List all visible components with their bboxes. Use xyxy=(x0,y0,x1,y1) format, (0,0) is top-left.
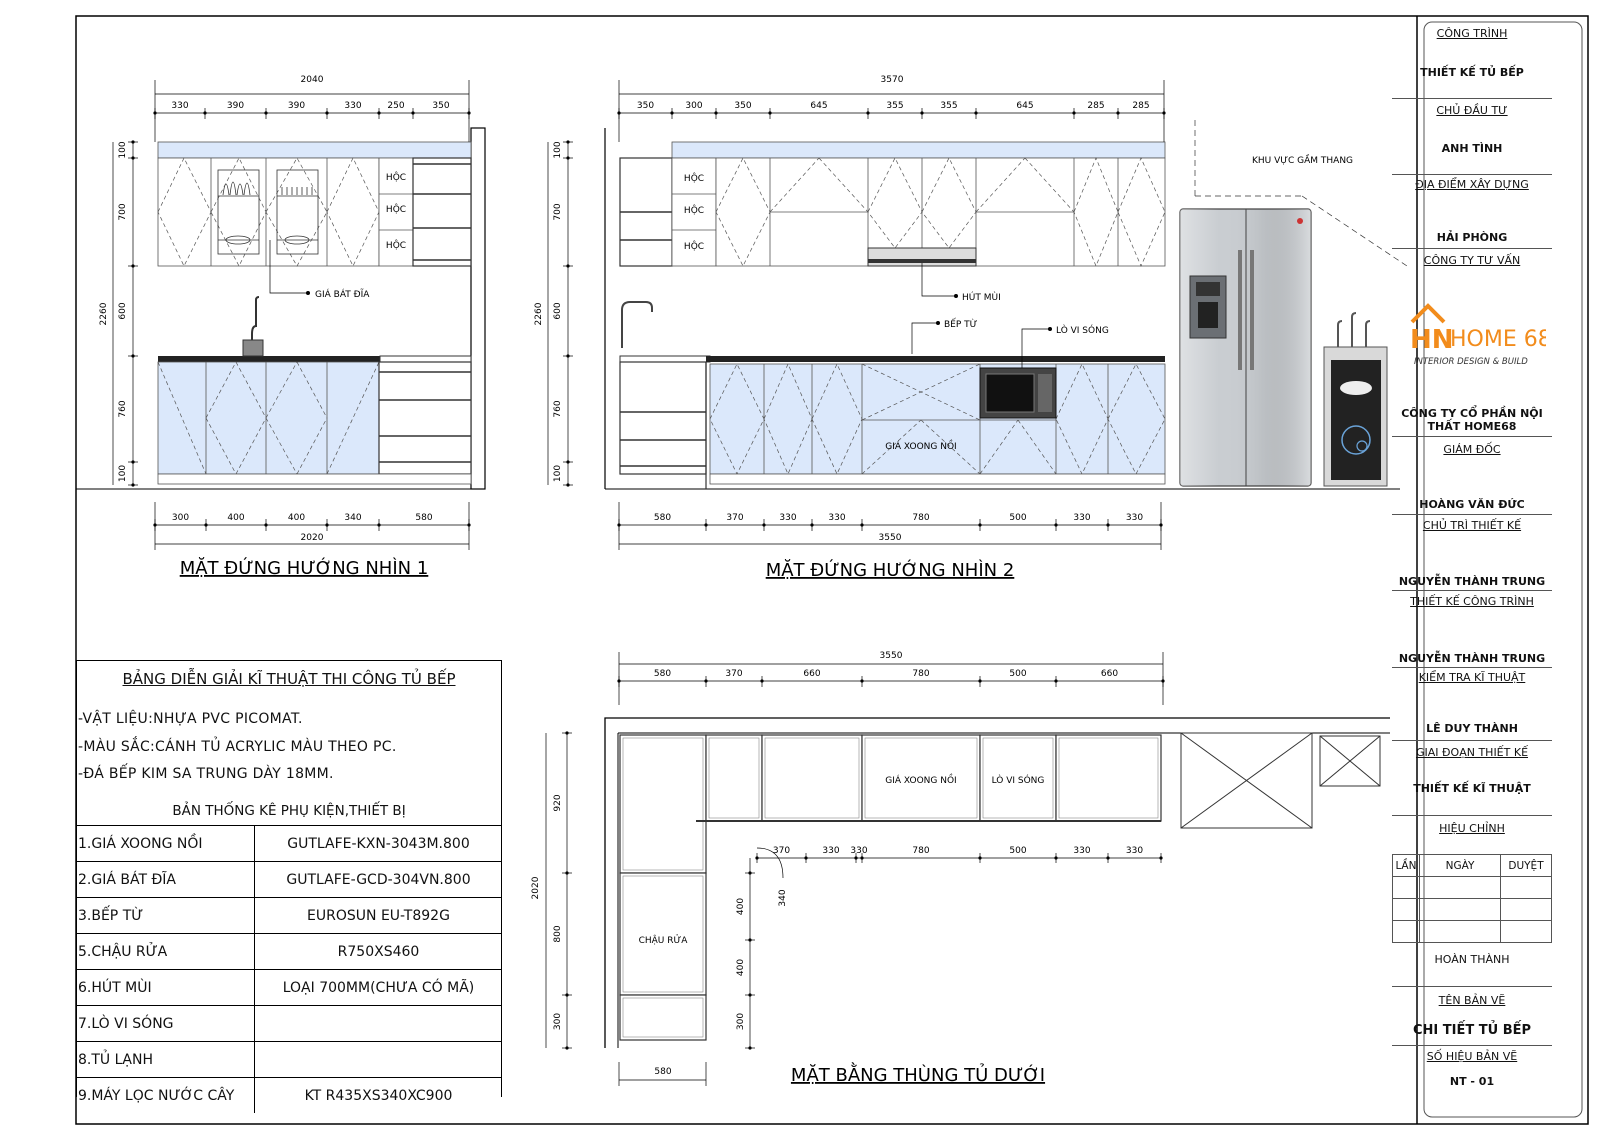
dim-text: 3550 xyxy=(879,651,903,661)
hut-mui-label: HÚT MÙI xyxy=(962,293,1001,303)
dim-text: 780 xyxy=(912,669,930,679)
dim-text: 330 xyxy=(344,101,362,111)
dim-text: 370 xyxy=(726,513,744,523)
dim-text: 390 xyxy=(287,101,306,111)
dim-text: 400 xyxy=(736,958,746,977)
hoc-label: HỘC xyxy=(385,205,407,215)
dim-text: 660 xyxy=(803,669,821,679)
dim-text: 340 xyxy=(344,513,362,523)
dim-text: 500 xyxy=(1009,513,1027,523)
notes-panel xyxy=(76,660,502,1104)
designer-name: NGUYỄN THÀNH TRUNG xyxy=(1398,652,1546,665)
dim-text: 350 xyxy=(636,101,655,111)
company-logo xyxy=(1406,302,1546,372)
dim-text: 700 xyxy=(553,203,563,221)
dim-chain xyxy=(755,846,1162,863)
accessory-code: GUTLAFE-KXN-3043M.800 xyxy=(255,826,503,862)
completion-label: HOÀN THÀNH xyxy=(1434,953,1510,966)
owner-name: ANH TÌNH xyxy=(1441,142,1503,155)
drawing-name-label: TÊN BẢN VẼ xyxy=(1438,994,1506,1007)
svg-text:HOME 68: HOME 68 xyxy=(1450,327,1546,352)
project-label: CÔNG TRÌNH xyxy=(1436,27,1508,40)
dim-text: 300 xyxy=(553,1012,563,1031)
dim-text: 330 xyxy=(1125,846,1144,856)
director-label: GIÁM ĐỐC xyxy=(1443,443,1501,456)
accessory-row xyxy=(76,1042,502,1078)
accessory-code: KT R435XS340XC900 xyxy=(255,1078,503,1114)
location-label: ĐỊA ĐIỂM XÂY DỰNG xyxy=(1415,178,1529,191)
location-name: HẢI PHÒNG xyxy=(1436,231,1508,244)
dim-text: 330 xyxy=(779,513,797,523)
rev-col-header: LẦN xyxy=(1393,855,1420,877)
accessory-subtitle: BẢN THỐNG KÊ PHỤ KIỆN,THIẾT BỊ xyxy=(172,803,406,819)
dim-text: 330 xyxy=(171,101,189,111)
plan-view xyxy=(531,651,1390,1086)
dim-chain xyxy=(118,140,138,486)
dim-text: 340 xyxy=(778,889,788,907)
dim-text: 920 xyxy=(553,794,563,812)
dim-text: 660 xyxy=(1100,669,1119,679)
dim-text: 285 xyxy=(1132,101,1150,111)
dim-text: 580 xyxy=(415,513,433,523)
accessory-name: 6.HÚT MÙI xyxy=(76,970,255,1006)
dim-text: 100 xyxy=(118,141,128,159)
phase-label: GIAI ĐOẠN THIẾT KẾ xyxy=(1415,746,1529,759)
hoc-label: HỘC xyxy=(683,242,705,252)
accessory-row xyxy=(76,898,502,934)
accessory-name: 5.CHẬU RỬA xyxy=(76,934,255,970)
revision-table xyxy=(1392,854,1552,943)
accessory-row xyxy=(76,826,502,862)
dim-text: 370 xyxy=(772,846,791,856)
accessory-row xyxy=(76,1078,502,1114)
director-name: HOÀNG VĂN ĐỨC xyxy=(1419,498,1525,511)
dim-text: 580 xyxy=(653,669,672,679)
accessory-name: 3.BẾP TỪ xyxy=(76,898,255,934)
checker-label: KIỂM TRA KĨ THUẬT xyxy=(1418,671,1526,684)
checker-name: LÊ DUY THÀNH xyxy=(1426,722,1518,735)
view-title: MẶT BẰNG THÙNG TỦ DƯỚI xyxy=(790,1065,1046,1086)
rev-col-header: NGÀY xyxy=(1420,855,1501,877)
dim-text: 100 xyxy=(118,464,128,483)
company-name: CÔNG TY CỔ PHẦN NỘI THẤT HOME68 xyxy=(1401,407,1543,433)
dim-text: 700 xyxy=(118,203,128,221)
accessory-row xyxy=(76,862,502,898)
consultant-label: CÔNG TY TƯ VẤN xyxy=(1423,254,1521,267)
hoc-label: HỘC xyxy=(683,174,705,184)
khu-vuc-label: KHU VỰC GẦM THANG xyxy=(1252,156,1354,166)
dim-chain xyxy=(153,101,470,119)
dim-text: 330 xyxy=(1073,846,1091,856)
dim-text: 600 xyxy=(118,302,128,320)
accessory-code: LOẠI 700MM(CHƯA CÓ MÃ) xyxy=(255,970,503,1006)
gia-bat-dia-label: GIÁ BÁT ĐĨA xyxy=(315,290,370,300)
project-name: THIẾT KẾ TỦ BẾP xyxy=(1420,66,1524,79)
accessory-code xyxy=(255,1042,503,1078)
dim-text: 250 xyxy=(387,101,405,111)
accessory-name: 9.MÁY LỌC NƯỚC CÂY xyxy=(76,1078,255,1114)
dim-chain xyxy=(153,513,470,531)
accessory-name: 1.GIÁ XOONG NỒI xyxy=(76,826,255,862)
drawing-name: CHI TIẾT TỦ BẾP xyxy=(1412,1023,1532,1038)
dim-text: 350 xyxy=(734,101,752,111)
dim-text: 300 xyxy=(685,101,703,111)
dim-text: 780 xyxy=(912,846,930,856)
lead-designer-label: CHỦ TRÌ THIẾT KẾ xyxy=(1422,519,1522,532)
accessory-name: 8.TỦ LẠNH xyxy=(76,1042,255,1078)
water-purifier xyxy=(1324,313,1387,486)
accessory-code: GUTLAFE-GCD-304VN.800 xyxy=(255,862,503,898)
elevation-view-2 xyxy=(534,75,1410,581)
note-line: -VẬT LIỆU:NHỰA PVC PICOMAT. xyxy=(78,711,303,727)
elevation-view-1 xyxy=(76,75,485,579)
dim-text: 2260 xyxy=(534,302,544,326)
dim-text: 760 xyxy=(553,400,563,418)
lead-designer-name: NGUYỄN THÀNH TRUNG xyxy=(1398,575,1546,588)
accessory-name: 7.LÒ VI SÓNG xyxy=(76,1006,255,1042)
dim-text: 330 xyxy=(1073,513,1091,523)
home-logo-icon xyxy=(1406,302,1546,372)
owner-label: CHỦ ĐẦU TƯ xyxy=(1436,104,1508,117)
accessory-row xyxy=(76,1006,502,1042)
accessory-name: 2.GIÁ BÁT ĐĨA xyxy=(76,862,255,898)
dim-chain xyxy=(736,871,755,1049)
dim-text: 2020 xyxy=(531,876,541,900)
dim-text: 400 xyxy=(227,513,245,523)
hoc-label: HỘC xyxy=(385,173,407,183)
dim-text: 500 xyxy=(1009,669,1027,679)
dim-text: 400 xyxy=(287,513,306,523)
dim-text: 500 xyxy=(1009,846,1027,856)
accessory-code: R750XS460 xyxy=(255,934,503,970)
accessory-table xyxy=(76,825,502,1113)
lo-vi-song-label: LÒ VI SÓNG xyxy=(1056,326,1109,336)
gia-xoong-noi-label: GIÁ XOONG NỒI xyxy=(885,442,957,452)
dim-text: 330 xyxy=(822,846,840,856)
notes-title: BẢNG DIỄN GIẢI KĨ THUẬT THI CÔNG TỦ BẾP xyxy=(122,670,456,688)
dim-text: 330 xyxy=(1125,513,1144,523)
designer-label: THIẾT KẾ CÔNG TRÌNH xyxy=(1410,595,1534,608)
chau-rua-label: CHẬU RỬA xyxy=(638,936,688,946)
dim-text: 2260 xyxy=(99,302,109,326)
dim-text: 350 xyxy=(432,101,450,111)
dim-text: 800 xyxy=(553,925,563,943)
revision-label: HIỆU CHỈNH xyxy=(1439,822,1505,835)
dim-text: 3570 xyxy=(880,75,904,85)
accessory-row xyxy=(76,934,502,970)
dim-text: 100 xyxy=(553,464,563,483)
dim-text: 285 xyxy=(1087,101,1105,111)
title-block xyxy=(1392,20,1552,1095)
note-line: -MÀU SẮC:CÁNH TỦ ACRYLIC MÀU THEO PC. xyxy=(78,739,397,755)
bep-tu-label: BẾP TỪ xyxy=(944,320,978,330)
dim-chain xyxy=(553,140,573,486)
dim-text: 580 xyxy=(653,513,672,523)
view-title: MẶT ĐỨNG HƯỚNG NHÌN 1 xyxy=(179,558,429,579)
dim-text: 760 xyxy=(118,400,128,418)
dim-text: 780 xyxy=(912,513,930,523)
note-line: -ĐÁ BẾP KIM SA TRUNG DÀY 18MM. xyxy=(78,766,334,782)
rev-col-header: DUYỆT xyxy=(1501,855,1552,877)
dim-text: 100 xyxy=(553,141,563,159)
hoc-label: HỘC xyxy=(683,206,705,216)
drawing-number-label: SỐ HIỆU BẢN VẼ xyxy=(1426,1050,1518,1063)
accessory-code: EUROSUN EU-T892G xyxy=(255,898,503,934)
dim-chain xyxy=(617,513,1162,531)
svg-text:INTERIOR DESIGN & BUILD: INTERIOR DESIGN & BUILD xyxy=(1414,357,1528,367)
dim-text: 355 xyxy=(940,101,958,111)
accessory-row xyxy=(76,970,502,1006)
dim-text: 300 xyxy=(171,513,190,523)
dim-chain xyxy=(553,731,572,1049)
view-title: MẶT ĐỨNG HƯỚNG NHÌN 2 xyxy=(765,560,1015,581)
drawing-number: NT - 01 xyxy=(1449,1075,1495,1088)
dim-text: 2020 xyxy=(300,533,324,543)
gia-xoong-noi-label: GIÁ XOONG NỒI xyxy=(885,776,957,786)
dim-text: 645 xyxy=(1016,101,1034,111)
dim-chain xyxy=(617,101,1165,119)
svg-text:HN: HN xyxy=(1410,325,1454,355)
fridge xyxy=(1180,209,1311,486)
dim-text: 330 xyxy=(850,846,868,856)
dim-text: 370 xyxy=(725,669,743,679)
dim-text: 580 xyxy=(654,1067,672,1077)
dim-text: 390 xyxy=(226,101,245,111)
dim-text: 355 xyxy=(886,101,904,111)
hoc-label: HỘC xyxy=(385,241,407,251)
dim-text: 600 xyxy=(553,302,563,320)
dim-text: 400 xyxy=(736,897,746,916)
dim-text: 2040 xyxy=(300,75,324,85)
dim-text: 300 xyxy=(736,1012,746,1031)
dim-text: 3550 xyxy=(878,533,902,543)
dim-text: 330 xyxy=(828,513,846,523)
dim-text: 645 xyxy=(810,101,828,111)
dim-chain xyxy=(617,669,1164,687)
lo-vi-song-label: LÒ VI SÓNG xyxy=(991,776,1045,786)
phase-name: THIẾT KẾ KĨ THUẬT xyxy=(1413,782,1531,795)
accessory-code xyxy=(255,1006,503,1042)
